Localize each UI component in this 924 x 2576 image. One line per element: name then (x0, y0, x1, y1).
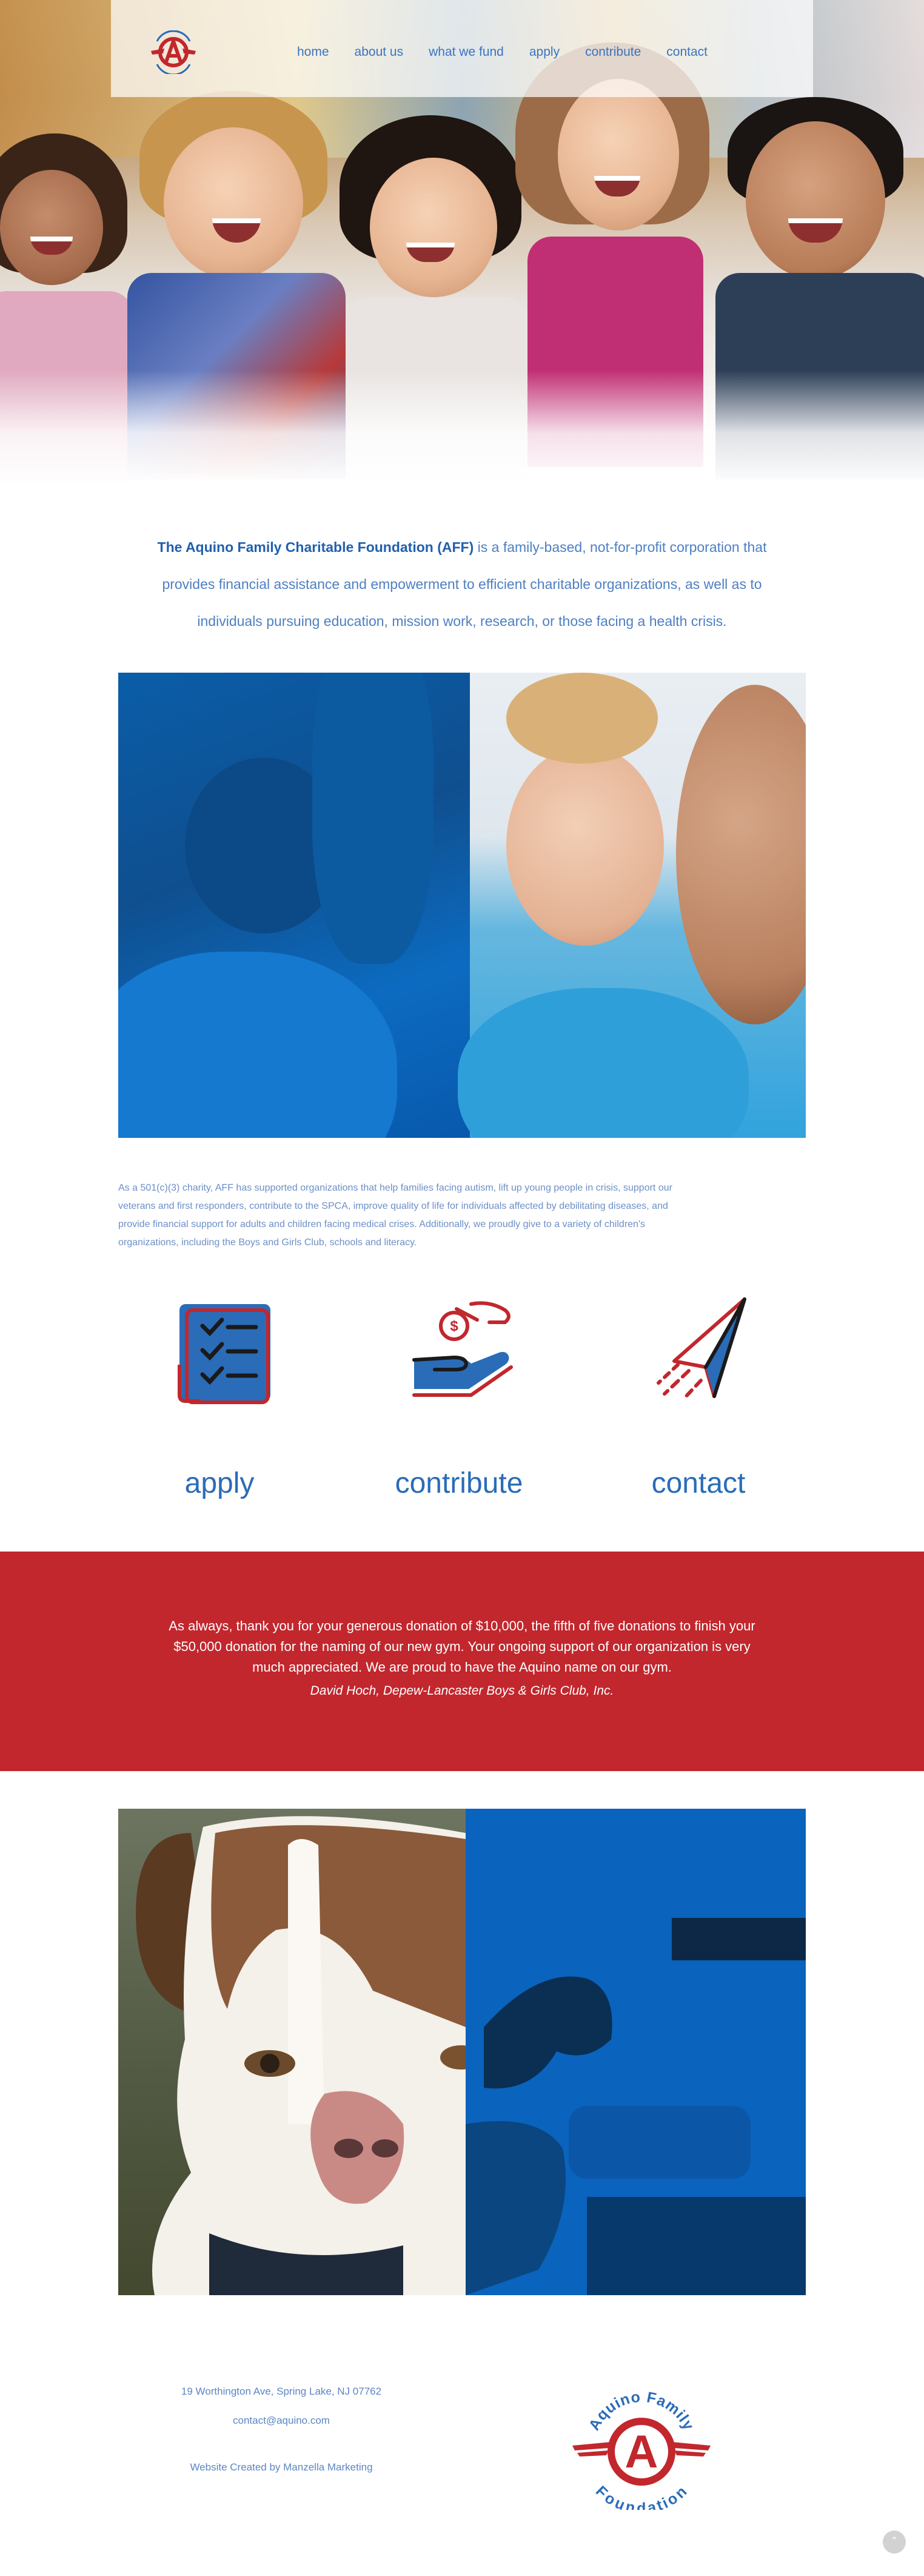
children-photo (118, 673, 806, 1138)
logo-text-top: Aquino Family (585, 2389, 698, 2433)
nav-contact[interactable]: contact (666, 45, 708, 59)
nav-contribute[interactable]: contribute (585, 45, 641, 59)
top-navigation (111, 0, 813, 97)
dog-photo (118, 1809, 806, 2295)
svg-text:Foundation (592, 2483, 691, 2510)
children-photo-blue-half (118, 673, 470, 1138)
org-name: The Aquino Family Charitable Foundation (AFF) (157, 539, 474, 555)
dog-photo-color-half (118, 1809, 466, 2295)
nav-home[interactable]: home (297, 45, 329, 59)
svg-text:$: $ (450, 1318, 458, 1334)
footer-logo-icon (569, 2389, 714, 2510)
scroll-to-top-button[interactable] (883, 2531, 906, 2554)
paper-plane-icon[interactable] (638, 1292, 759, 1407)
intro-line-2: provides financial assistance and empowerment to efficient charitable organizations, as well as to (162, 576, 762, 592)
nav-menu (297, 45, 733, 59)
checklist-icon[interactable] (159, 1292, 280, 1407)
testimonial-line-1: As always, thank you for your generous donation of $10,000, the fifth of five donations to finish your (169, 1618, 755, 1633)
donate-hand-icon[interactable] (398, 1292, 520, 1407)
apply-label[interactable]: apply (184, 1467, 255, 1499)
testimonial-line-2: $50,000 donation for the naming of our new gym. Your ongoing support of our organization is very (173, 1639, 751, 1654)
mission-text (118, 1179, 806, 1252)
mission-line-4: organizations, including the Boys and Girls Club, schools and literacy. (118, 1237, 417, 1248)
contribute-link[interactable] (368, 1292, 550, 1500)
intro-line-1: is a family-based, not-for-profit corporation that (474, 539, 767, 555)
footer-email[interactable]: contact@aquino.com (233, 2415, 330, 2426)
testimonial-quote (152, 1616, 772, 1678)
mission-line-1: As a 501(c)(3) charity, AFF has supported organizations that help families facing autism, lift up young people in crisis, support our (118, 1183, 672, 1193)
contact-label[interactable]: contact (651, 1467, 746, 1499)
nav-about-us[interactable]: about us (354, 45, 404, 59)
children-photo-color-half (470, 673, 806, 1138)
hero-fade (0, 370, 924, 485)
footer-address: 19 Worthington Ave, Spring Lake, NJ 07762 (181, 2386, 382, 2397)
logo-letter: A (624, 2426, 658, 2478)
testimonial-band (0, 1552, 924, 1771)
apply-link[interactable] (129, 1292, 310, 1500)
footer-credit[interactable]: Website Created by Manzella Marketing (190, 2461, 373, 2473)
mission-line-3: provide financial support for adults and children facing medical crises. Additionally, we proudly give to a variety of children's (118, 1219, 645, 1229)
testimonial-author: David Hoch, Depew-Lancaster Boys & Girls Club, Inc. (310, 1684, 614, 1698)
nav-apply[interactable]: apply (529, 45, 560, 59)
intro-line-3: individuals pursuing education, mission work, research, or those facing a health crisis. (197, 613, 727, 629)
testimonial-line-3: much appreciated. We are proud to have the Aquino name on our gym. (252, 1660, 672, 1675)
logo-text-bottom: Foundation (592, 2483, 691, 2510)
action-links (118, 1292, 806, 1510)
nav-what-we-fund[interactable]: what we fund (429, 45, 504, 59)
dog-photo-blue-half (466, 1809, 806, 2295)
aquino-logo-icon[interactable] (149, 30, 198, 74)
intro-paragraph (121, 529, 803, 640)
contribute-label[interactable]: contribute (395, 1467, 523, 1499)
contact-link[interactable] (608, 1292, 789, 1500)
mission-line-2: veterans and first responders, contribute to the SPCA, improve quality of life for individuals affected by debilitating diseases, and (118, 1201, 668, 1211)
chevron-up-icon: ⌃ (890, 2536, 899, 2546)
